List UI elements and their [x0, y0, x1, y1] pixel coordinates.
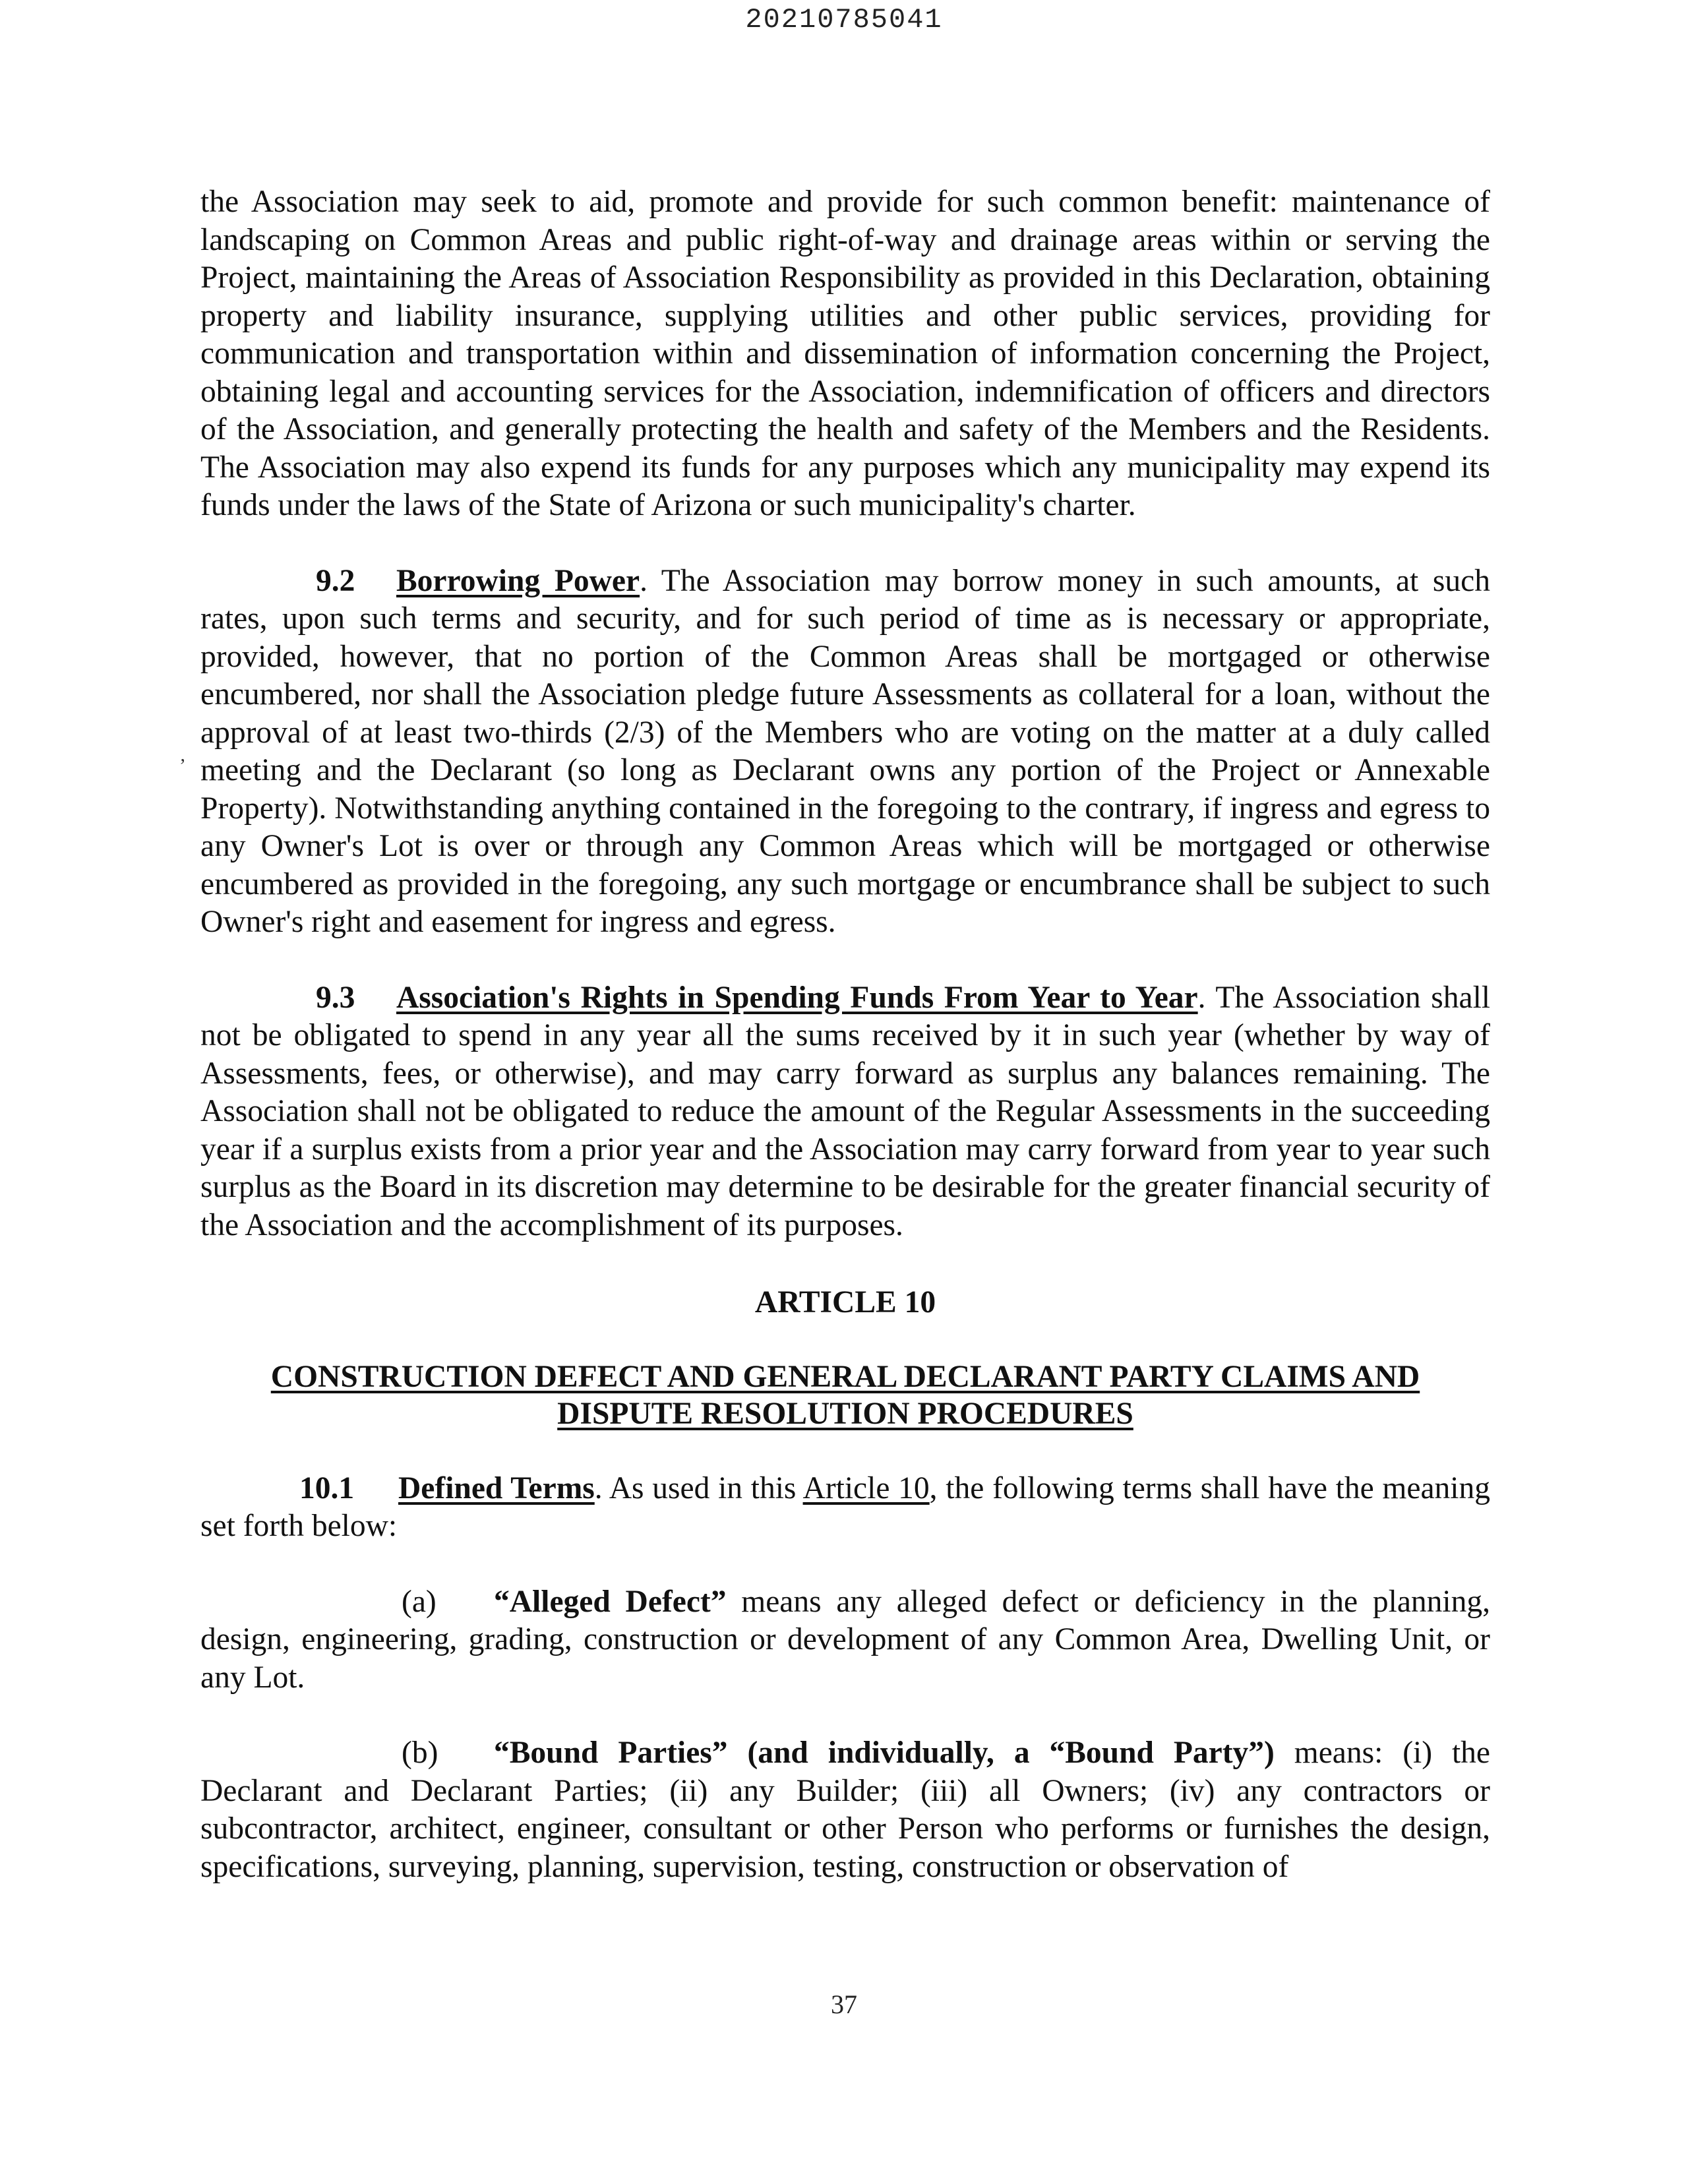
- section-title-period: .: [594, 1471, 603, 1505]
- margin-mark: ‚: [179, 744, 186, 766]
- page-number: 37: [831, 1989, 857, 2019]
- section-title: Association's Rights in Spending Funds From Year to Year: [396, 980, 1198, 1015]
- item-a: [200, 1583, 1490, 1697]
- item-b: [200, 1734, 1490, 1886]
- intro-paragraph: the Association may seek to aid, promote and provide for such common benefit: maintenance of landscaping on Common Areas and public right-of-way and drainage areas within or serving the Project, maintaining the Areas of Association Responsibility as provided in this Declaration, obtaining property and liability insurance, supplying utilities and other public services, providing for communication and transportation within and dissemination of information concerning the Project, obtaining legal and accounting services for the Association, indemnification of officers and directors of the Association, and generally protecting the health and safety of the Members and the Residents. The Association may also expend its funds for any purposes which any municipality may expend its funds under the laws of the State of Arizona or such municipality's charter.: [200, 185, 1490, 522]
- section-9-3: [200, 979, 1490, 1245]
- defined-term: “Bound Parties” (and individually, a “Bound Party”): [494, 1736, 1275, 1770]
- section-body-after: , the following terms shall have the meaning set forth below:: [200, 1471, 1490, 1543]
- section-title-period: .: [1197, 980, 1206, 1015]
- defined-term: “Alleged Defect”: [494, 1584, 727, 1619]
- article-cross-reference: Article 10: [802, 1471, 930, 1505]
- article-title-line-2: DISPUTE RESOLUTION PROCEDURES: [557, 1396, 1133, 1431]
- item-body: means: (i) the Declarant and Declarant Parties; (ii) any Builder; (iii) all Owners; (iv) any contractors or subcontractor, architect, engineer, consultant or other Person who performs or furnishes the design, specifications, surveying, planning, supervision, testing, construction or observation of: [200, 1736, 1490, 1884]
- section-body-before: As used in this: [602, 1471, 803, 1505]
- section-10-1: [200, 1470, 1490, 1546]
- section-9-2: [200, 562, 1490, 942]
- section-title-period: .: [640, 563, 648, 598]
- article-heading: ARTICLE 10: [754, 1285, 936, 1320]
- item-label: (b): [402, 1736, 438, 1770]
- section-body: The Association shall not be obligated to spend in any year all the sums received by it in such year (whether by way of Assessments, fees, or otherwise), and may carry forward as surplus any balances remaining. The Association shall not be obligated to reduce the amount of the Regular Assessments in the succeeding year if a surplus exists from a prior year and the Association may carry forward from year to year such surplus as the Board in its discretion may determine to be desirable for the greater financial security of the Association and the accomplishment of its purposes.: [200, 980, 1490, 1242]
- section-title: Defined Terms: [398, 1471, 595, 1505]
- document-number: 20210785041: [745, 4, 943, 36]
- section-number: 10.1: [299, 1471, 355, 1505]
- section-body: The Association may borrow money in such amounts, at such rates, upon such terms and security, and for such period of time as is necessary or appropriate, provided, however, that no portion of the Common Areas shall be mortgaged or otherwise encumbered, nor shall the Association pledge future Assessments as collateral for a loan, without the approval of at least two-thirds (2/3) of the Members who are voting on the matter at a duly called meeting and the Declarant (so long as Declarant owns any portion of the Project or Annexable Property). Notwithstanding anything contained in the foregoing to the contrary, if ingress and egress to any Owner's Lot is over or through any Common Areas which will be mortgaged or otherwise encumbered as provided in the foregoing, any such mortgage or encumbrance shall be subject to such Owner's right and easement for ingress and egress.: [200, 563, 1490, 939]
- article-title-line-1: CONSTRUCTION DEFECT AND GENERAL DECLARANT PARTY CLAIMS AND: [270, 1359, 1420, 1394]
- section-number: 9.2: [316, 563, 355, 598]
- item-body: means any alleged defect or deficiency in the planning, design, engineering, grading, construction or development of any Common Area, Dwelling Unit, or any Lot.: [200, 1584, 1491, 1695]
- section-number: 9.3: [316, 980, 355, 1015]
- document-body: [200, 183, 1490, 1886]
- article-title: [200, 1358, 1490, 1432]
- item-label: (a): [402, 1584, 437, 1619]
- section-title: Borrowing Power: [396, 563, 640, 598]
